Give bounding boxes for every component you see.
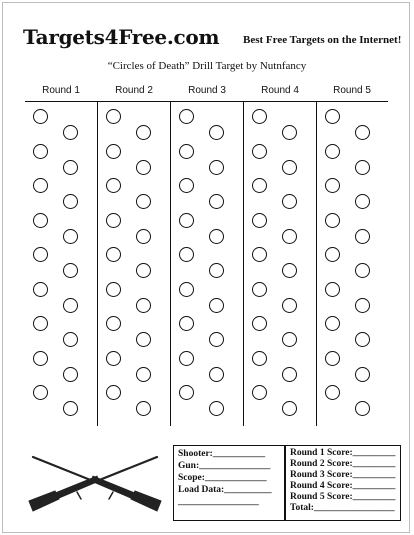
target-circle xyxy=(355,332,370,347)
target-circle xyxy=(209,263,224,278)
target-circle xyxy=(179,351,194,366)
round-label-3: Round 3 xyxy=(188,85,226,96)
gun-field[interactable]: Gun:_______________ xyxy=(178,461,271,471)
target-circle xyxy=(252,213,267,228)
target-circle xyxy=(355,194,370,209)
target-circle xyxy=(252,144,267,159)
target-circle xyxy=(106,282,121,297)
round-2-score-field[interactable]: Round 2 Score:_________ xyxy=(290,459,396,469)
target-circle xyxy=(106,178,121,193)
target-circle xyxy=(209,125,224,140)
target-circle xyxy=(136,298,151,313)
target-circle xyxy=(63,229,78,244)
target-circle xyxy=(33,213,48,228)
target-circle xyxy=(33,282,48,297)
target-circle xyxy=(106,351,121,366)
target-circle xyxy=(106,109,121,124)
target-circle xyxy=(325,316,340,331)
target-circle xyxy=(282,367,297,382)
shooter-field[interactable]: Shooter:___________ xyxy=(178,449,266,459)
total-score-field[interactable]: Total:_________________ xyxy=(290,503,395,513)
target-circle xyxy=(106,316,121,331)
target-circle xyxy=(106,144,121,159)
target-circle xyxy=(179,109,194,124)
column-divider xyxy=(243,101,244,426)
target-circle xyxy=(252,385,267,400)
target-circle xyxy=(325,351,340,366)
target-sheet xyxy=(2,2,410,533)
target-circle xyxy=(355,125,370,140)
target-circle xyxy=(179,247,194,262)
target-circle xyxy=(355,298,370,313)
target-circle xyxy=(63,401,78,416)
target-circle xyxy=(252,178,267,193)
target-circle xyxy=(63,160,78,175)
target-circle xyxy=(106,213,121,228)
target-circle xyxy=(325,144,340,159)
target-circle xyxy=(209,401,224,416)
target-circle xyxy=(252,282,267,297)
target-circle xyxy=(252,316,267,331)
round-1-score-field[interactable]: Round 1 Score:_________ xyxy=(290,448,396,458)
target-circle xyxy=(355,160,370,175)
target-circle xyxy=(209,194,224,209)
target-circle xyxy=(179,178,194,193)
target-circle xyxy=(282,263,297,278)
target-circle xyxy=(63,332,78,347)
column-divider xyxy=(97,101,98,426)
site-title: Targets4Free.com xyxy=(23,25,220,49)
target-circle xyxy=(325,213,340,228)
target-circle xyxy=(355,229,370,244)
target-circle xyxy=(33,385,48,400)
target-circle xyxy=(136,332,151,347)
target-circle xyxy=(282,194,297,209)
target-circle xyxy=(282,332,297,347)
target-circle xyxy=(325,282,340,297)
target-circle xyxy=(136,229,151,244)
target-circle xyxy=(179,144,194,159)
extra-notes-field[interactable]: _________________ xyxy=(178,497,259,507)
target-circle xyxy=(106,247,121,262)
target-circle xyxy=(252,247,267,262)
target-circle xyxy=(209,160,224,175)
target-circle xyxy=(33,247,48,262)
target-circle xyxy=(282,125,297,140)
target-circle xyxy=(33,316,48,331)
target-circle xyxy=(355,367,370,382)
target-circle xyxy=(33,109,48,124)
round-5-score-field[interactable]: Round 5 Score:_________ xyxy=(290,492,396,502)
target-circle xyxy=(179,385,194,400)
load-data-field[interactable]: Load Data:__________ xyxy=(178,485,272,495)
target-circle xyxy=(209,298,224,313)
target-subtitle: “Circles of Death” Drill Target by Nutnfancy xyxy=(107,60,307,72)
scope-field[interactable]: Scope:_____________ xyxy=(178,473,267,483)
target-circle xyxy=(63,125,78,140)
target-circle xyxy=(355,401,370,416)
target-circle xyxy=(33,144,48,159)
target-circle xyxy=(179,316,194,331)
target-circle xyxy=(282,160,297,175)
round-label-4: Round 4 xyxy=(261,85,299,96)
target-circle xyxy=(209,367,224,382)
target-circle xyxy=(136,263,151,278)
target-circle xyxy=(325,247,340,262)
target-circle xyxy=(282,298,297,313)
round-3-score-field[interactable]: Round 3 Score:_________ xyxy=(290,470,396,480)
target-circle xyxy=(63,263,78,278)
round-label-2: Round 2 xyxy=(115,85,153,96)
round-label-1: Round 1 xyxy=(42,85,80,96)
target-circle xyxy=(252,351,267,366)
target-circle xyxy=(179,282,194,297)
target-circle xyxy=(209,332,224,347)
target-circle xyxy=(136,401,151,416)
target-circle xyxy=(63,298,78,313)
target-circle xyxy=(179,213,194,228)
target-circle xyxy=(136,160,151,175)
target-circle xyxy=(355,263,370,278)
target-circle xyxy=(33,351,48,366)
crossed-rifles-icon xyxy=(25,449,165,521)
round-label-5: Round 5 xyxy=(333,85,371,96)
target-circle xyxy=(282,401,297,416)
target-circle xyxy=(209,229,224,244)
rounds-header xyxy=(25,85,388,102)
round-4-score-field[interactable]: Round 4 Score:_________ xyxy=(290,481,396,491)
shooter-info-box xyxy=(173,445,285,521)
target-circle xyxy=(136,125,151,140)
target-circle xyxy=(63,367,78,382)
target-circle xyxy=(282,229,297,244)
target-circle xyxy=(63,194,78,209)
target-circle xyxy=(325,109,340,124)
column-divider xyxy=(170,101,171,426)
target-circle xyxy=(136,194,151,209)
column-divider xyxy=(316,101,317,426)
target-circle xyxy=(325,385,340,400)
target-circle xyxy=(136,367,151,382)
target-circle xyxy=(106,385,121,400)
tagline: Best Free Targets on the Internet! xyxy=(243,34,402,46)
target-circle xyxy=(325,178,340,193)
score-box xyxy=(285,445,401,521)
target-circle xyxy=(33,178,48,193)
target-circle xyxy=(252,109,267,124)
